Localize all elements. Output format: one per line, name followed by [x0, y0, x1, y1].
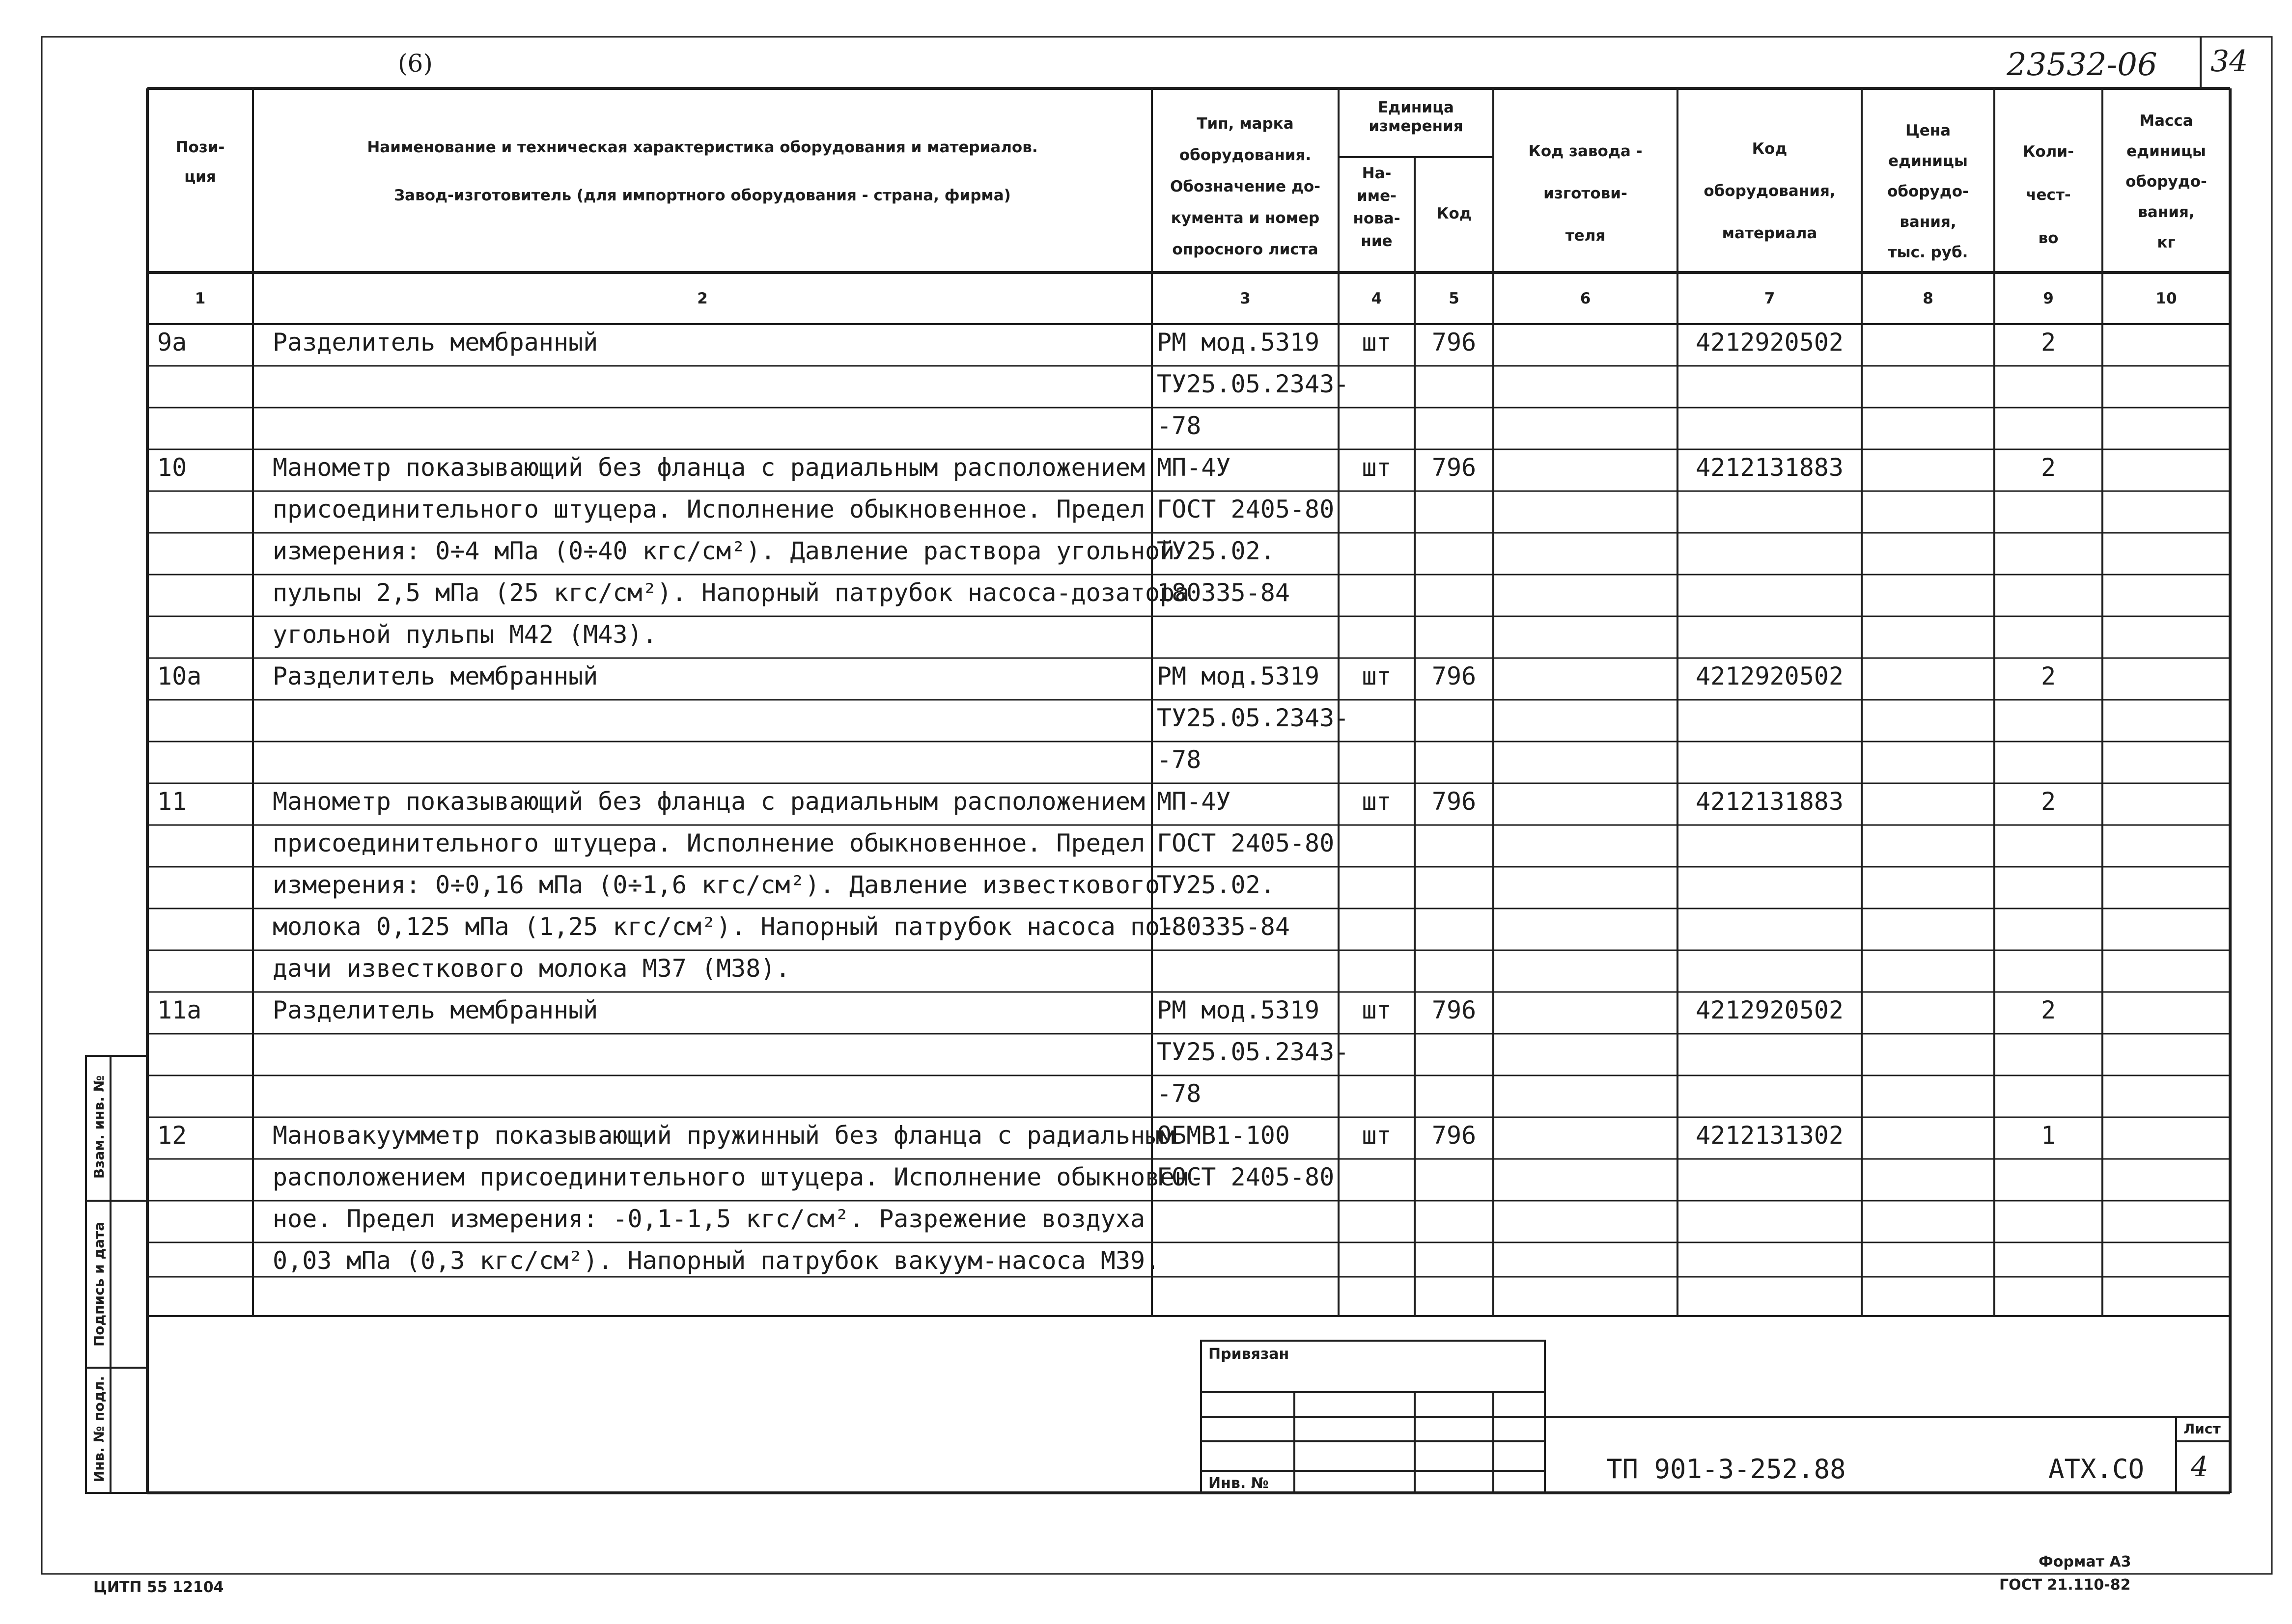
cell-type: 180335-84 — [1157, 912, 1290, 941]
cell-name: Разделитель мембранный — [273, 662, 598, 690]
cell-type: ТУ25.02. — [1157, 871, 1275, 899]
header-name-2: Завод-изготовитель (для импортного оборудования - страна, фирма) — [394, 187, 1011, 204]
cell-name: дачи известкового молока М37 (М38). — [273, 954, 790, 983]
cell-qty: 2 — [2040, 662, 2056, 690]
cell-code: 796 — [1431, 996, 1477, 1024]
col-number: 1 — [195, 290, 206, 307]
cell-name: молока 0,125 мПа (1,25 кгс/см²). Напорный патрубок насоса по- — [273, 912, 1175, 941]
header-position: Пози- ция — [175, 138, 225, 186]
col-number: 8 — [1923, 290, 1933, 307]
cell-equip: 4212131883 — [1695, 453, 1844, 482]
section-label: (6) — [398, 49, 433, 78]
cell-code: 796 — [1431, 1121, 1477, 1150]
side-label-signature: Подпись и дата — [91, 1221, 107, 1347]
col-number: 5 — [1449, 290, 1459, 307]
side-label-vzam: Взам. инв. № — [91, 1075, 107, 1179]
cell-type: ГОСТ 2405-80 — [1157, 829, 1335, 857]
cell-pos: 11а — [157, 996, 202, 1024]
cell-code: 796 — [1431, 662, 1477, 690]
stamp-code: АТХ.СО — [2048, 1454, 2145, 1485]
page-number: 34 — [2210, 44, 2248, 79]
stamp-designation: ТП 901-3-252.88 — [1606, 1454, 1846, 1485]
cell-name: Разделитель мембранный — [273, 996, 598, 1024]
cell-qty: 1 — [2040, 1121, 2056, 1150]
footer-format: Формат А3 — [2039, 1553, 2131, 1570]
cell-equip: 4212920502 — [1695, 996, 1844, 1024]
cell-type: ОБМВ1-100 — [1157, 1121, 1290, 1150]
cell-qty: 2 — [2040, 328, 2056, 357]
stamp-inv-no: Инв. № — [1208, 1475, 1269, 1492]
header-qty: Коли- чест- во — [2023, 143, 2074, 247]
col-number: 6 — [1580, 290, 1591, 307]
cell-type: МП-4У — [1157, 453, 1231, 482]
cell-qty: 2 — [2040, 453, 2056, 482]
cell-name: 0,03 мПа (0,3 кгс/см²). Напорный патрубок вакуум-насоса М39. — [273, 1246, 1160, 1275]
cell-unit: шт — [1362, 996, 1392, 1024]
cell-unit: шт — [1362, 787, 1392, 816]
cell-type: ТУ25.05.2343- — [1157, 704, 1349, 732]
cell-pos: 9а — [157, 328, 187, 357]
side-label-inv: Инв. № подл. — [91, 1376, 107, 1483]
cell-pos: 11 — [157, 787, 187, 816]
stamp-list-label: Лист — [2183, 1421, 2221, 1437]
cell-type: -78 — [1157, 412, 1202, 440]
cell-type: ТУ25.05.2343- — [1157, 1038, 1349, 1066]
cell-type: ТУ25.05.2343- — [1157, 370, 1349, 398]
cell-name: измерения: 0÷4 мПа (0÷40 кгс/см²). Давление раствора угольной — [273, 537, 1175, 565]
cell-unit: шт — [1362, 662, 1392, 690]
cell-name: угольной пульпы М42 (М43). — [273, 620, 657, 649]
header-mass: Масса единицы оборудо- вания, кг — [2125, 112, 2207, 251]
header-name-1: Наименование и техническая характеристика оборудования и материалов. — [367, 138, 1038, 156]
cell-equip: 4212131883 — [1695, 787, 1844, 816]
stamp-privyazan: Привязан — [1208, 1346, 1289, 1363]
col-number: 4 — [1371, 290, 1382, 307]
cell-name: Мановакуумметр показывающий пружинный без фланца с радиальным — [273, 1121, 1175, 1150]
header-factory: Код завода - изготови- теля — [1528, 142, 1643, 245]
footer-left: ЦИТП 55 12104 — [93, 1579, 224, 1596]
stamp-sheet-number: 4 — [2191, 1451, 2208, 1483]
cell-unit: шт — [1362, 1121, 1392, 1150]
cell-type: ГОСТ 2405-80 — [1157, 495, 1335, 523]
header-unit: Единица измерения — [1369, 99, 1463, 135]
cell-qty: 2 — [2040, 787, 2056, 816]
cell-type: РМ мод.5319 — [1157, 662, 1320, 690]
col-number: 3 — [1240, 290, 1251, 307]
cell-type: МП-4У — [1157, 787, 1231, 816]
cell-type: -78 — [1157, 1079, 1202, 1108]
cell-name: Манометр показывающий без фланца с радиальным расположением — [273, 787, 1146, 816]
cell-type: -78 — [1157, 745, 1202, 774]
cell-qty: 2 — [2040, 996, 2056, 1024]
doc-number: 23532-06 — [2007, 47, 2157, 83]
cell-unit: шт — [1362, 453, 1392, 482]
cell-name: ное. Предел измерения: -0,1-1,5 кгс/см². Разрежение воздуха — [273, 1205, 1146, 1233]
cell-equip: 4212131302 — [1695, 1121, 1844, 1150]
cell-code: 796 — [1431, 453, 1477, 482]
cell-name: Разделитель мембранный — [273, 328, 598, 357]
cell-pos: 10а — [157, 662, 202, 690]
cell-pos: 10 — [157, 453, 187, 482]
cell-name: расположением присоединительного штуцера. Исполнение обыкновен- — [273, 1163, 1204, 1191]
header-unit-code: Код — [1436, 205, 1472, 222]
cell-equip: 4212920502 — [1695, 662, 1844, 690]
cell-type: ТУ25.02. — [1157, 537, 1275, 565]
header-equip-code: Код оборудования, материала — [1704, 140, 1836, 242]
cell-unit: шт — [1362, 328, 1392, 357]
col-number: 9 — [2043, 290, 2054, 307]
col-number: 10 — [2155, 290, 2177, 307]
cell-name: присоединительного штуцера. Исполнение обыкновенное. Предел — [273, 829, 1146, 857]
cell-type: РМ мод.5319 — [1157, 328, 1320, 357]
cell-name: Манометр показывающий без фланца с радиальным расположением — [273, 453, 1146, 482]
footer-gost: ГОСТ 21.110-82 — [1999, 1576, 2131, 1594]
header-type: Тип, марка оборудования. Обозначение до- кумента и номер опросного листа — [1170, 115, 1321, 258]
cell-name: пульпы 2,5 мПа (25 кгс/см²). Напорный патрубок насоса-дозатора — [273, 578, 1190, 607]
cell-type: ГОСТ 2405-80 — [1157, 1163, 1335, 1191]
cell-name: присоединительного штуцера. Исполнение обыкновенное. Предел — [273, 495, 1146, 523]
cell-type: 180335-84 — [1157, 578, 1290, 607]
cell-name: измерения: 0÷0,16 мПа (0÷1,6 кгс/см²). Давление известкового — [273, 871, 1160, 899]
header-price: Цена единицы оборудо- вания, тыс. руб. — [1887, 122, 1969, 261]
header-unit-name: На- име- нова- ние — [1353, 165, 1400, 250]
cell-type: РМ мод.5319 — [1157, 996, 1320, 1024]
col-number: 2 — [697, 290, 708, 307]
cell-equip: 4212920502 — [1695, 328, 1844, 357]
col-number: 7 — [1764, 290, 1775, 307]
cell-code: 796 — [1431, 328, 1477, 357]
cell-code: 796 — [1431, 787, 1477, 816]
cell-pos: 12 — [157, 1121, 187, 1150]
